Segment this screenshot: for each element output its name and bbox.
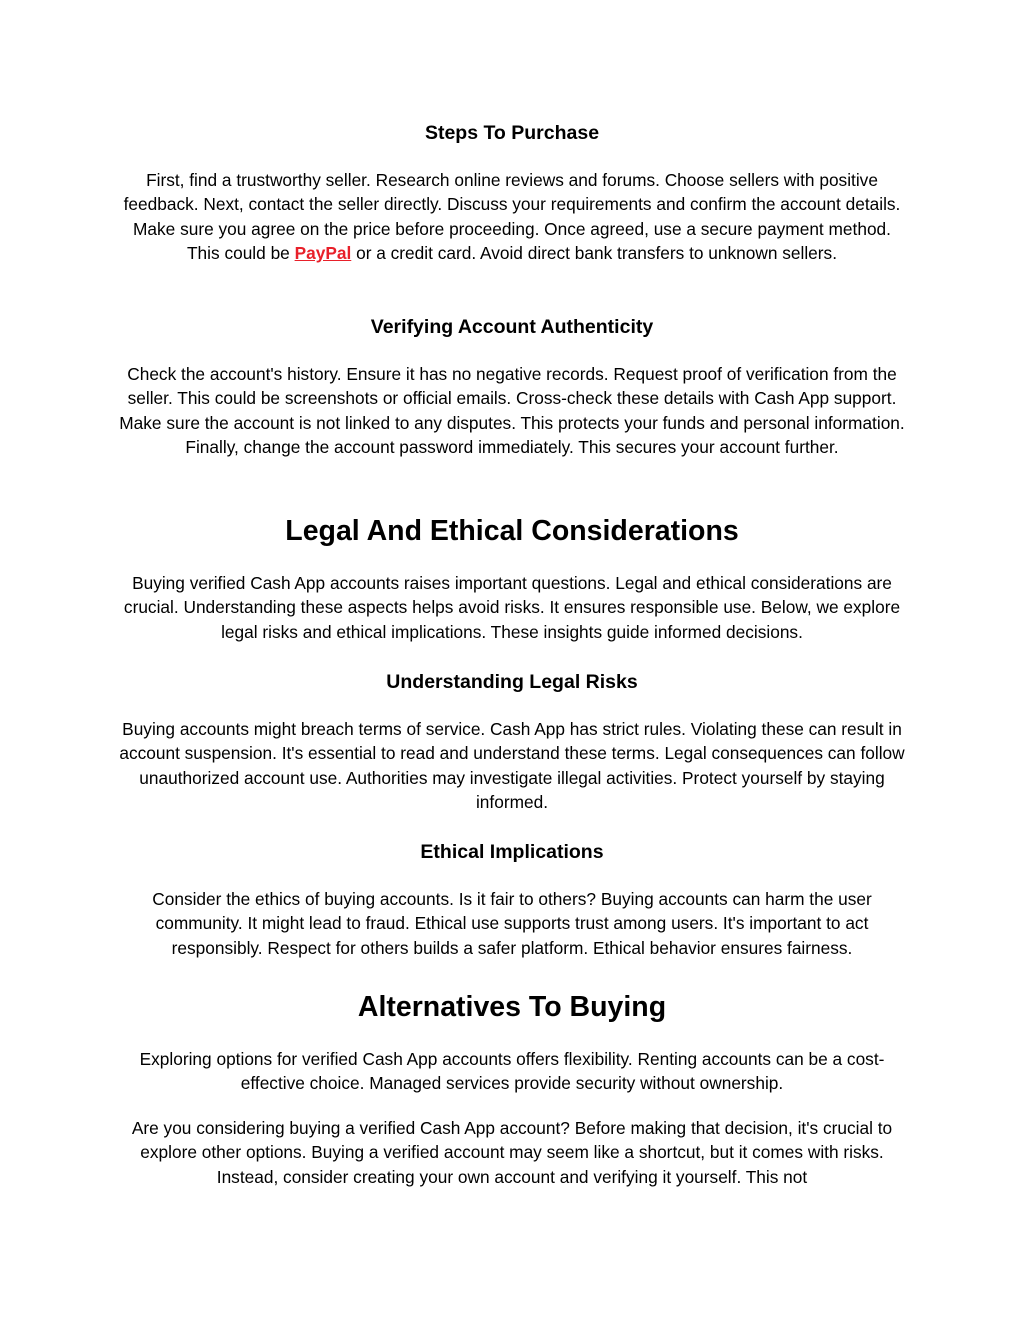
heading-steps-to-purchase: Steps To Purchase: [424, 122, 600, 144]
paragraph-text: First, find a trustworthy seller. Research online reviews and forums. Choose sellers with positive feedback. Next, contact the seller directly. Discuss your requirements and confirm the account details. Make sure you agree on the price before proceeding. Once agreed, use a secure payment method. This could be: [123, 170, 901, 264]
paragraph-alternatives-1: Exploring options for verified Cash App accounts offers flexibility. Renting accounts can be a cost-effective choice. Managed services provide security without ownership.: [139, 1049, 885, 1094]
heading-alternatives: Alternatives To Buying: [357, 991, 667, 1023]
paragraph-steps-to-purchase: [118, 168, 906, 266]
paragraph-text: or a credit card. Avoid direct bank transfers to unknown sellers.: [351, 243, 837, 264]
paragraph-ethical-implications: Consider the ethics of buying accounts. Is it fair to others? Buying accounts can harm the user community. It might lead to fraud. Ethical use supports trust among users. It's important to act responsibly. Respect for others builds a safer platform. Ethical behavior ensures fairness.: [152, 889, 872, 958]
paypal-link[interactable]: PayPal: [294, 243, 352, 264]
heading-ethical-implications: Ethical Implications: [420, 841, 604, 863]
heading-legal-risks: Understanding Legal Risks: [386, 671, 638, 693]
paragraph-verifying-account: Check the account's history. Ensure it has no negative records. Request proof of verification from the seller. This could be screenshots or official emails. Cross-check these details with Cash App support. Make sure the account is not linked to any disputes. This protects your funds and personal information. Finally, change the account password immediately. This secures your account further.: [119, 364, 905, 458]
paragraph-alternatives-2: Are you considering buying a verified Cash App account? Before making that decision, it's crucial to explore other options. Buying a verified account may seem like a shortcut, but it comes with risks. Instead, consider creating your own account and verifying it yourself. This not: [131, 1118, 893, 1187]
paragraph-legal-risks: Buying accounts might breach terms of service. Cash App has strict rules. Violating these can result in account suspension. It's essential to read and understand these terms. Legal consequences can follow unauthorized account use. Authorities may investigate illegal activities. Protect yourself by staying informed.: [119, 719, 905, 813]
heading-legal-ethical: Legal And Ethical Considerations: [285, 515, 739, 547]
paragraph-legal-ethical: Buying verified Cash App accounts raises important questions. Legal and ethical considerations are crucial. Understanding these aspects helps avoid risks. It ensures responsible use. Below, we explore legal risks and ethical implications. These insights guide informed decisions.: [123, 573, 901, 642]
heading-verifying-account: Verifying Account Authenticity: [370, 316, 654, 338]
